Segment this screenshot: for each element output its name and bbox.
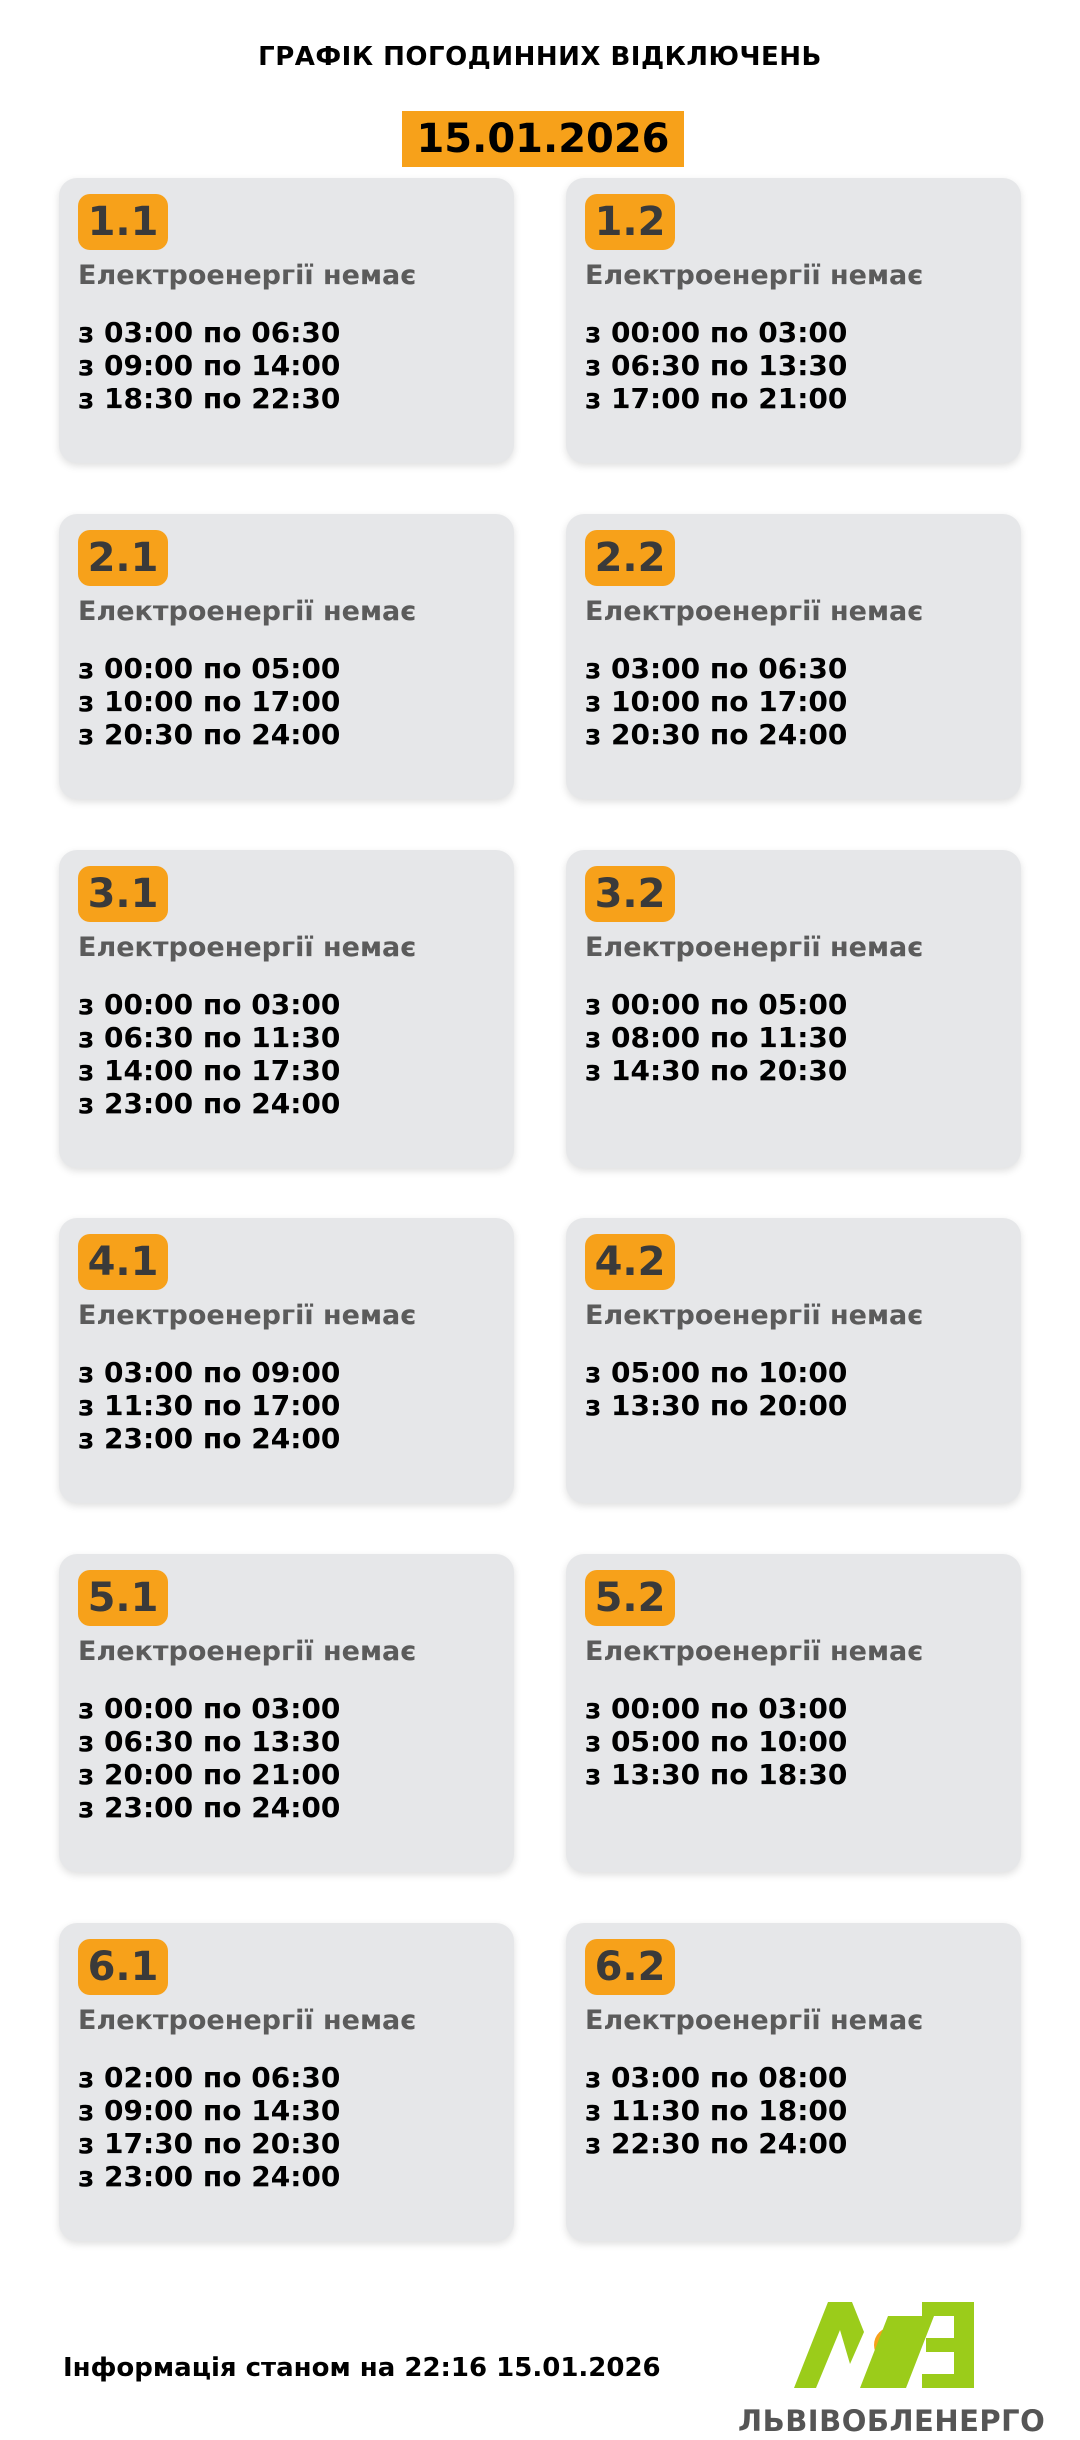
outage-slot: з 03:00 по 09:00 (78, 1356, 341, 1389)
group-number-badge: 6.2 (585, 1939, 675, 1995)
outage-slot: з 00:00 по 05:00 (585, 988, 848, 1021)
group-card (59, 178, 514, 463)
group-status: Електроенергії немає (585, 596, 924, 627)
outage-slot: з 00:00 по 03:00 (585, 316, 848, 349)
outage-slot-list (585, 1356, 847, 1422)
outage-slot: з 17:00 по 21:00 (585, 382, 848, 415)
group-status: Електроенергії немає (585, 1300, 924, 1331)
company-logo (738, 2302, 1046, 2438)
group-number-badge: 2.1 (78, 530, 168, 586)
outage-slot-list (585, 316, 847, 415)
group-status: Електроенергії немає (78, 596, 417, 627)
outage-slot-list (78, 652, 340, 751)
group-status: Електроенергії немає (78, 2005, 417, 2036)
group-number-badge: 1.1 (78, 194, 168, 250)
outage-slot: з 18:30 по 22:30 (78, 382, 341, 415)
outage-slot-list (585, 1692, 847, 1791)
group-status: Електроенергії немає (78, 932, 417, 963)
outage-slot: з 10:00 по 17:00 (78, 685, 341, 718)
outage-slot: з 00:00 по 03:00 (78, 1692, 341, 1725)
group-status: Електроенергії немає (78, 1636, 417, 1667)
group-card (566, 850, 1021, 1168)
group-card (566, 1923, 1021, 2241)
group-card (566, 514, 1021, 799)
group-number-badge: 5.2 (585, 1570, 675, 1626)
outage-slot: з 06:30 по 13:30 (78, 1725, 341, 1758)
outage-slot: з 23:00 по 24:00 (78, 1791, 341, 1824)
update-info: Інформація станом на 22:16 15.01.2026 (63, 2353, 661, 2383)
outage-slot: з 20:00 по 21:00 (78, 1758, 341, 1791)
group-card (566, 1554, 1021, 1872)
outage-slot-list (585, 2061, 847, 2160)
group-status: Електроенергії немає (585, 2005, 924, 2036)
outage-slot: з 09:00 по 14:00 (78, 349, 341, 382)
group-card (59, 1554, 514, 1872)
group-number-badge: 2.2 (585, 530, 675, 586)
outage-slot: з 03:00 по 06:30 (78, 316, 341, 349)
outage-slot: з 00:00 по 03:00 (78, 988, 341, 1021)
outage-slot: з 02:00 по 06:30 (78, 2061, 341, 2094)
page-title: ГРАФІК ПОГОДИННИХ ВІДКЛЮЧЕНЬ (258, 42, 822, 72)
group-number-badge: 4.2 (585, 1234, 675, 1290)
brand-name: ЛЬВІВОБЛЕНЕРГО (738, 2404, 1046, 2438)
outage-slot: з 05:00 по 10:00 (585, 1725, 848, 1758)
outage-slot: з 22:30 по 24:00 (585, 2127, 848, 2160)
outage-slot: з 20:30 по 24:00 (78, 718, 341, 751)
outage-slot: з 00:00 по 05:00 (78, 652, 341, 685)
outage-slot: з 14:00 по 17:30 (78, 1054, 341, 1087)
outage-slot: з 11:30 по 17:00 (78, 1389, 341, 1422)
outage-slot: з 13:30 по 18:30 (585, 1758, 848, 1791)
group-card (59, 850, 514, 1168)
group-number-badge: 5.1 (78, 1570, 168, 1626)
outage-slot-list (78, 2061, 340, 2193)
outage-slot: з 23:00 по 24:00 (78, 2160, 341, 2193)
outage-slot-list (78, 1692, 340, 1824)
group-number-badge: 3.2 (585, 866, 675, 922)
outage-slot-list (78, 988, 340, 1120)
group-status: Електроенергії немає (585, 1636, 924, 1667)
outage-slot: з 17:30 по 20:30 (78, 2127, 341, 2160)
group-card (566, 1218, 1021, 1503)
group-number-badge: 6.1 (78, 1939, 168, 1995)
group-card (59, 1218, 514, 1503)
group-status: Електроенергії немає (78, 260, 417, 291)
group-card (59, 1923, 514, 2241)
group-number-badge: 1.2 (585, 194, 675, 250)
outage-slot: з 23:00 по 24:00 (78, 1422, 341, 1455)
outage-slot: з 05:00 по 10:00 (585, 1356, 848, 1389)
outage-slot: з 11:30 по 18:00 (585, 2094, 848, 2127)
outage-slot: з 10:00 по 17:00 (585, 685, 848, 718)
outage-slot: з 20:30 по 24:00 (585, 718, 848, 751)
outage-slot: з 13:30 по 20:00 (585, 1389, 848, 1422)
outage-slot: з 14:30 по 20:30 (585, 1054, 848, 1087)
group-status: Електроенергії немає (585, 260, 924, 291)
outage-slot: з 03:00 по 08:00 (585, 2061, 848, 2094)
outage-slot-list (78, 316, 340, 415)
group-status: Електроенергії немає (78, 1300, 417, 1331)
outage-slot: з 06:30 по 11:30 (78, 1021, 341, 1054)
group-card (59, 514, 514, 799)
outage-slot: з 09:00 по 14:30 (78, 2094, 341, 2127)
group-number-badge: 3.1 (78, 866, 168, 922)
group-card (566, 178, 1021, 463)
loe-logo-icon (794, 2302, 974, 2392)
group-number-badge: 4.1 (78, 1234, 168, 1290)
outage-slot: з 06:30 по 13:30 (585, 349, 848, 382)
group-status: Електроенергії немає (585, 932, 924, 963)
outage-slot: з 03:00 по 06:30 (585, 652, 848, 685)
outage-slot: з 08:00 по 11:30 (585, 1021, 848, 1054)
outage-slot: з 00:00 по 03:00 (585, 1692, 848, 1725)
outage-slot-list (585, 652, 847, 751)
outage-slot-list (585, 988, 847, 1087)
date-badge: 15.01.2026 (402, 111, 684, 167)
outage-slot-list (78, 1356, 340, 1455)
outage-slot: з 23:00 по 24:00 (78, 1087, 341, 1120)
